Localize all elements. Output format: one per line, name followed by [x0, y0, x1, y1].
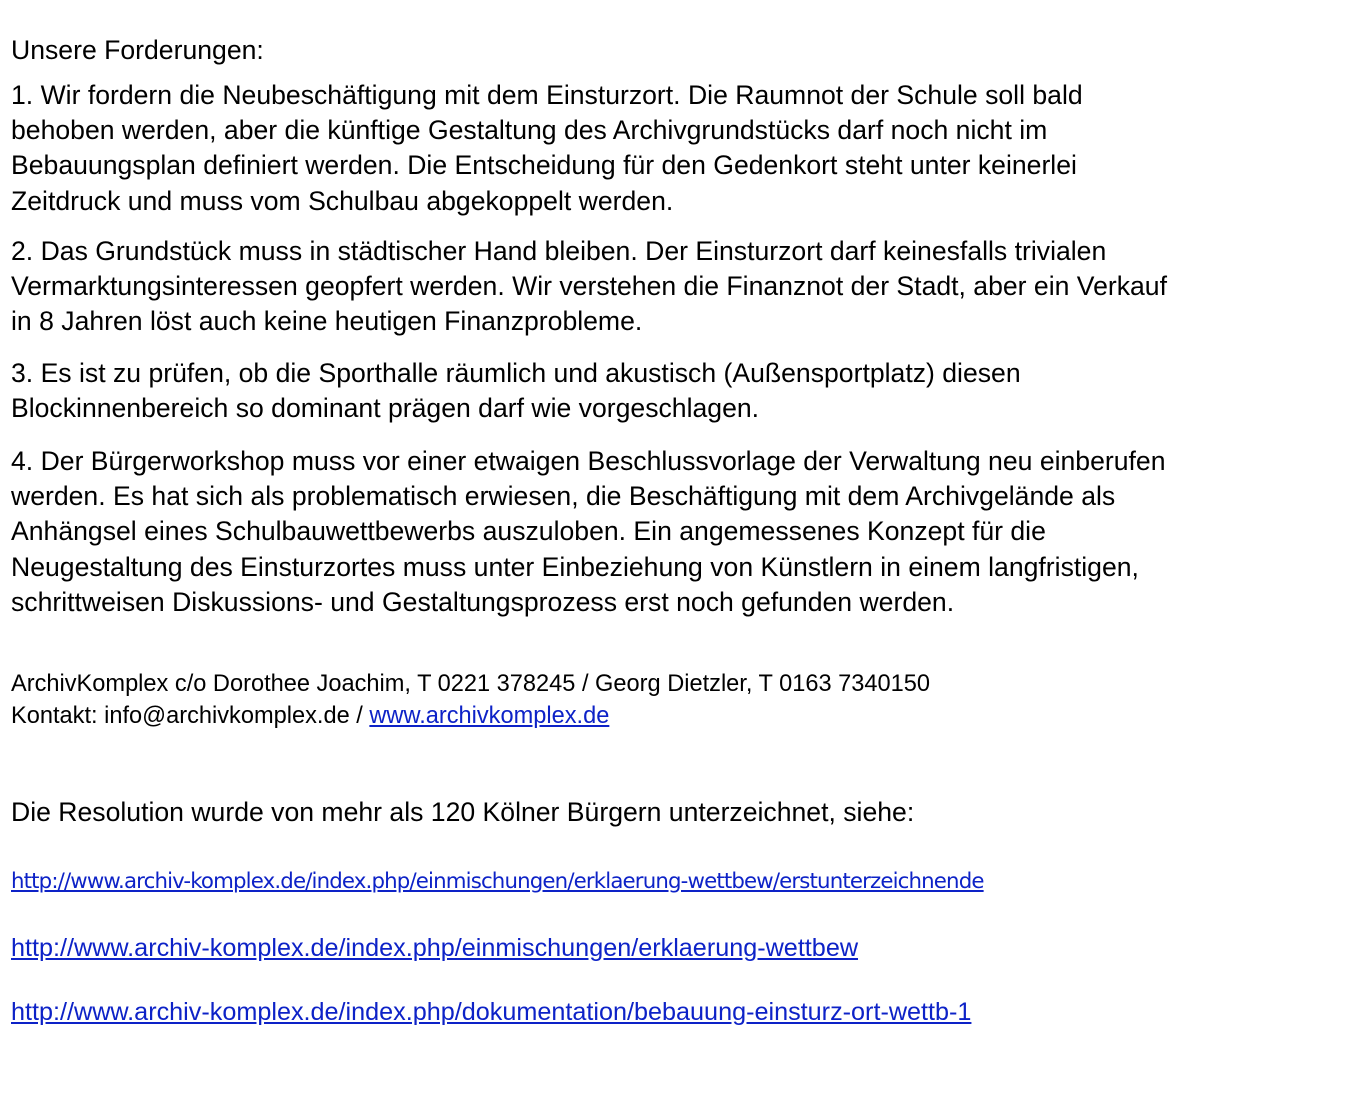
demand-line: Anhängsel eines Schulbauwettbewerbs auszuloben. Ein angemessenes Konzept für die — [11, 516, 1046, 547]
demand-line: schrittweisen Diskussions- und Gestaltungsprozess erst noch gefunden werden. — [11, 586, 955, 617]
demand-line: 3. Es ist zu prüfen, ob die Sporthalle räumlich und akustisch (Außensportplatz) diesen — [11, 358, 1021, 388]
demand-line: Bebauungsplan definiert werden. Die Entscheidung für den Gedenkort steht unter keinerlei — [11, 150, 1077, 181]
link-erstunterzeichnende[interactable]: http://www.archiv-komplex.de/index.php/einmischungen/erklaerung-wettbew/erstunterzeichnende — [11, 869, 984, 894]
demand-line: in 8 Jahren löst auch keine heutigen Finanzprobleme. — [11, 306, 643, 337]
resolution-statement: Die Resolution wurde von mehr als 120 Kölner Bürgern unterzeichnet, siehe: — [11, 797, 915, 827]
demand-line: 4. Der Bürgerworkshop muss vor einer etwaigen Beschlussvorlage der Verwaltung neu einberufen — [11, 446, 1166, 476]
demand-line: 2. Das Grundstück muss in städtischer Hand bleiben. Der Einsturzort darf keinesfalls trivialen — [11, 236, 1107, 266]
demand-3 — [11, 356, 1351, 426]
contact-email-label: Kontakt: info@archivkomplex.de / — [11, 703, 370, 729]
contact-names: ArchivKomplex c/o Dorothee Joachim, T 0221 378245 / Georg Dietzler, T 0163 7340150 — [11, 671, 930, 697]
contact-line — [11, 700, 930, 732]
website-link[interactable]: www.archivkomplex.de — [369, 703, 610, 729]
demand-line: Vermarktungsinteressen geopfert werden. Wir verstehen die Finanznot der Stadt, aber ein Verkauf — [11, 271, 1167, 302]
link-erklaerung-wettbew[interactable]: http://www.archiv-komplex.de/index.php/einmischungen/erklaerung-wettbew — [11, 934, 859, 962]
heading-forderungen: Unsere Forderungen: — [11, 35, 264, 65]
demand-line: Zeitdruck und muss vom Schulbau abgekoppelt werden. — [11, 185, 674, 216]
demand-2 — [11, 234, 1351, 340]
link-bebauung-einsturz-ort[interactable]: http://www.archiv-komplex.de/index.php/dokumentation/bebauung-einsturz-ort-wettb-1 — [11, 998, 972, 1026]
demand-line: 1. Wir fordern die Neubeschäftigung mit dem Einsturzort. Die Raumnot der Schule soll bald — [11, 80, 1083, 110]
demand-line: Neugestaltung des Einsturzortes muss unter Einbeziehung von Künstlern in einem langfristigen, — [11, 551, 1139, 582]
demand-1 — [11, 78, 1351, 219]
demand-line: behoben werden, aber die künftige Gestaltung des Archivgrundstücks darf noch nicht im — [11, 115, 1048, 146]
demand-line: Blockinnenbereich so dominant prägen darf wie vorgeschlagen. — [11, 393, 760, 424]
contact-block — [11, 668, 930, 732]
demand-4 — [11, 444, 1351, 620]
demand-line: werden. Es hat sich als problematisch erwiesen, die Beschäftigung mit dem Archivgelände als — [11, 481, 1116, 512]
